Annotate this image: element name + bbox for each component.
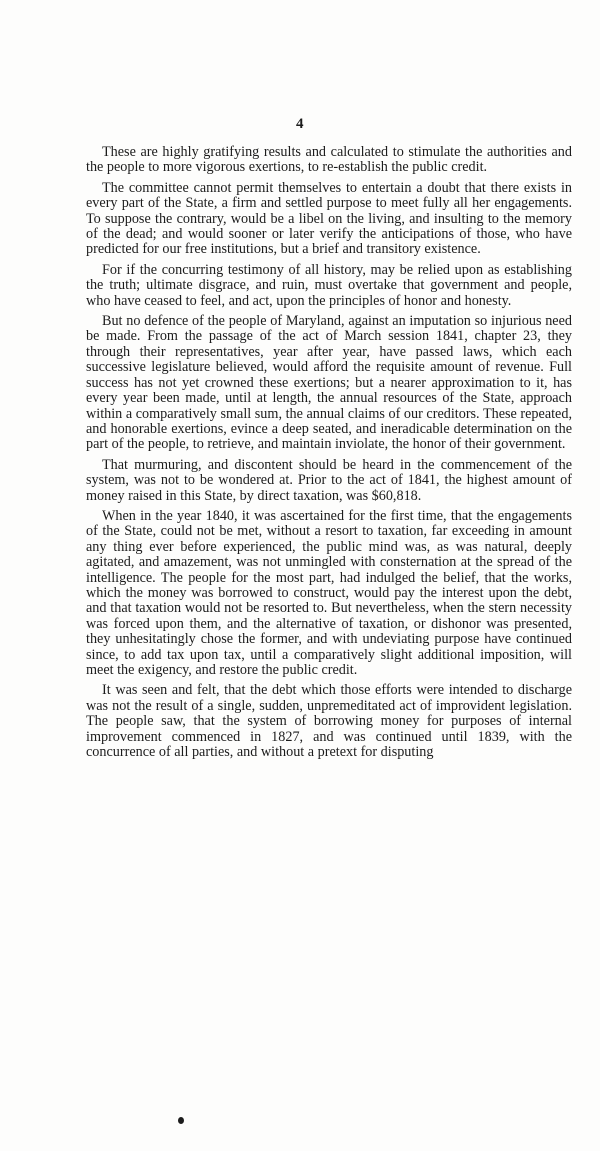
- paragraph-murmuring: That murmuring, and discontent should be heard in the commencement of the system, was not to be wondered at. Prior to the act of 1841, the highest amount of money raised in this State, by direct taxation, was $60,818.: [86, 456, 572, 504]
- page-number: 4: [296, 116, 304, 132]
- paragraph-year-1840: When in the year 1840, it was ascertained for the first time, that the engagements of the State, could not be met, without a resort to taxation, far exceeding in amount any thing ever before experienced, the public mind was, as was natural, deeply agitated, and amazement, was not unmingled with consternation at the spread of the intelligence. The people for the most part, had indulged the belief, that the works, which the money was borrowed to construct, would pay the interest upon the debt, and that taxation would not be resorted to. But nevertheless, when the stern necessity was forced upon them, and the alternative of taxation, or dishonor was presented, they unhesitatingly chose the former, and with undeviating purpose have continued since, to add tax upon tax, until a comparatively slight additional imposition, will meet the exigency, and restore the public credit.: [86, 507, 572, 678]
- body-text: [86, 145, 572, 760]
- paragraph-defence: But no defence of the people of Maryland, against an imputation so injurious need be made. From the passage of the act of March session 1841, chapter 23, they through their representatives, year after year, have passed laws, which each successive legislature believed, would afford the requisite amount of revenue. Full success has not yet crowned these exertions; but a nearer approximation to it, has every year been made, until at length, the annual resources of the State, approach within a comparatively small sum, the annual claims of our creditors. These repeated, and honorable exertions, evince a deep seated, and ineradicable determination on the part of the people, to retrieve, and maintain inviolate, the honor of their government.: [86, 313, 572, 453]
- paragraph-committee: The committee cannot permit themselves to entertain a doubt that there exists in every part of the State, a firm and settled purpose to meet fully all her engagements. To suppose the contrary, would be a libel on the living, and insulting to the memory of the dead; and would sooner or later verify the anticipations of those, who have predicted for our free institutions, but a brief and transitory existence.: [86, 179, 572, 258]
- ink-dot-mark: [178, 1117, 184, 1124]
- paragraph-history: For if the concurring testimony of all history, may be relied upon as establishing the truth; ultimate disgrace, and ruin, must overtake that government and people, who have ceased to feel, and act, upon the principles of honor and honesty.: [86, 261, 572, 309]
- paragraph-results: These are highly gratifying results and calculated to stimulate the authorities and the people to more vigorous exertions, to re-establish the public credit.: [86, 144, 572, 176]
- paragraph-debt: It was seen and felt, that the debt which those efforts were intended to discharge was not the result of a single, sudden, unpremeditated act of improvident legislation. The people saw, that the system of borrowing money for purposes of internal improvement commenced in 1827, and was continued until 1839, with the concurrence of all parties, and without a pretext for disputing: [86, 682, 572, 761]
